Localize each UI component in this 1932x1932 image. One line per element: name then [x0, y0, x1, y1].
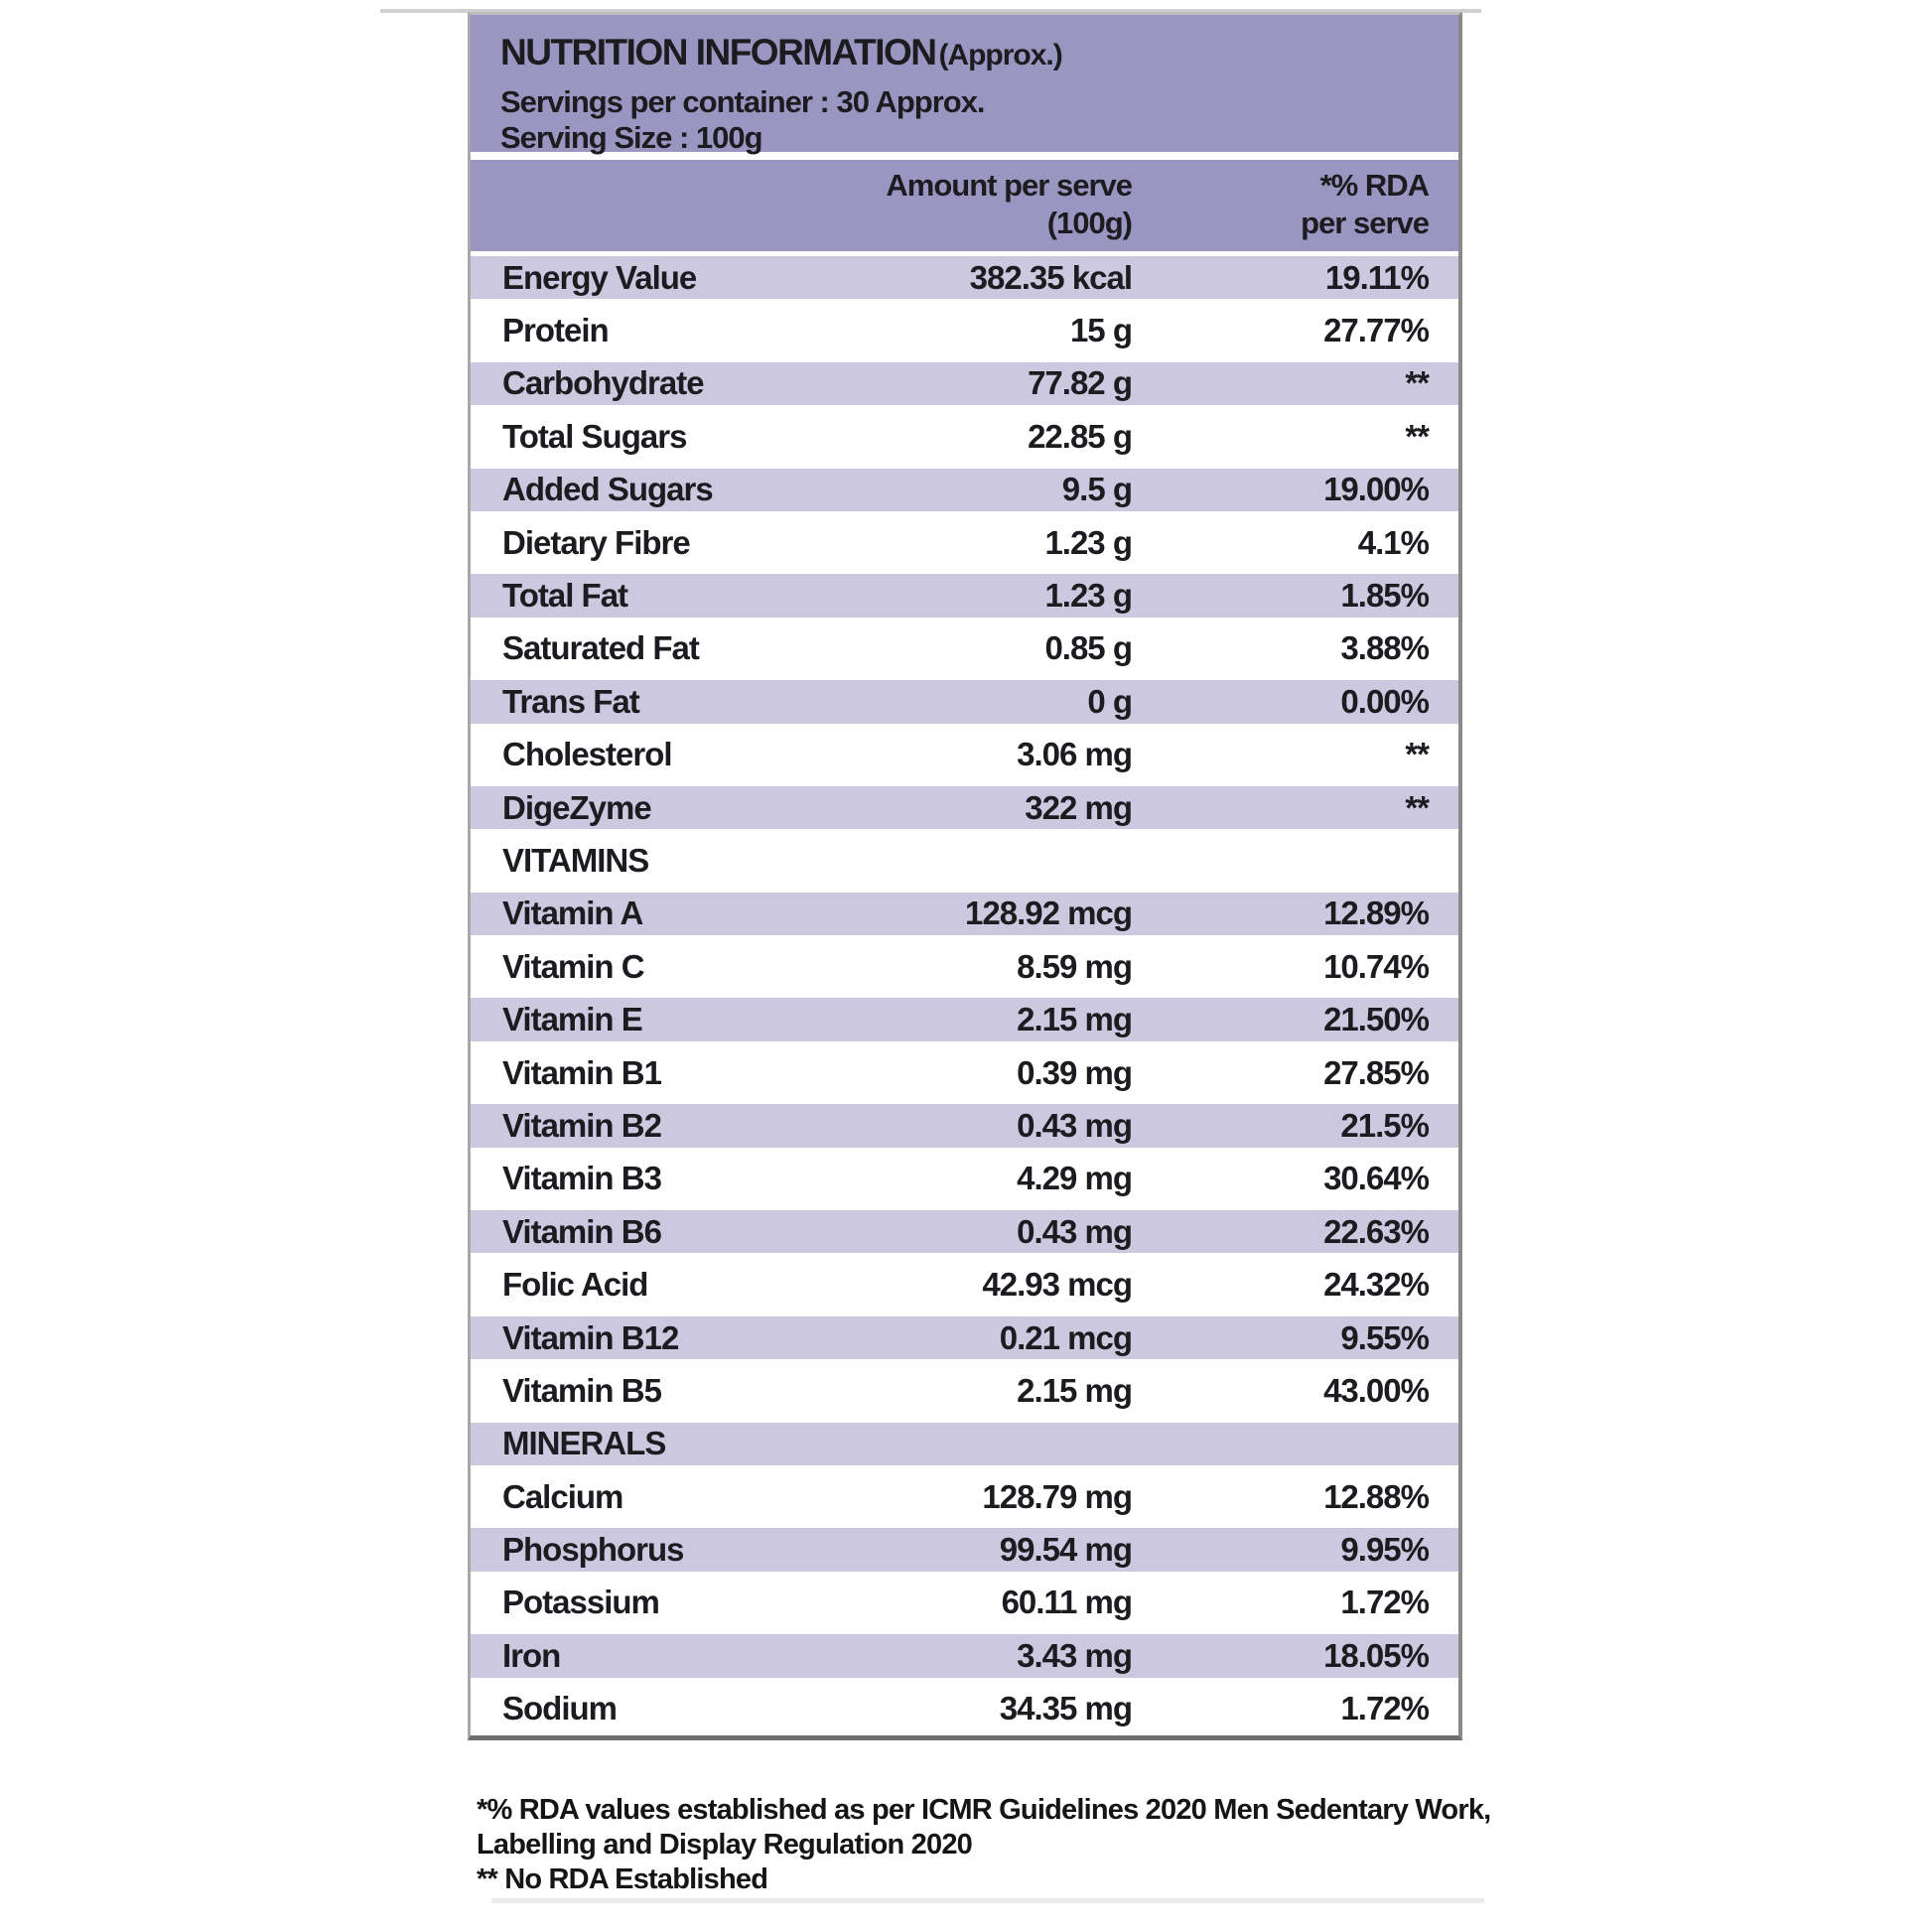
rda-header-line1: *% RDA: [1319, 168, 1429, 203]
nutrient-rda-percent: 4.1%: [1357, 523, 1429, 561]
table-row: [471, 1629, 1458, 1682]
nutrient-amount: 2.15 mg: [1017, 1371, 1132, 1409]
amount-header-line1: Amount per serve: [886, 168, 1132, 203]
nutrient-amount: 9.5 g: [1061, 471, 1132, 508]
nutrient-amount: 2.15 mg: [1017, 1001, 1132, 1038]
table-body: [471, 251, 1458, 1735]
nutrient-rda-percent: 3.88%: [1340, 629, 1429, 667]
table-row: [471, 516, 1458, 569]
table-row: [471, 1523, 1458, 1576]
nutrient-rda-percent: 21.50%: [1323, 1001, 1429, 1038]
nutrient-name: Energy Value: [502, 258, 697, 296]
title-line: [500, 29, 1458, 84]
nutrient-amount: 4.29 mg: [1017, 1160, 1132, 1197]
nutrient-amount: 322 mg: [1025, 788, 1132, 826]
table-row: [471, 1153, 1458, 1205]
table-row: [471, 1046, 1458, 1099]
nutrient-rda-percent: 0.00%: [1340, 682, 1429, 720]
nutrient-rda-percent: 19.00%: [1323, 471, 1429, 508]
nutrient-name: Saturated Fat: [502, 629, 699, 667]
nutrient-name: Total Sugars: [502, 417, 687, 455]
nutrient-amount: 99.54 mg: [999, 1531, 1132, 1569]
table-row: [471, 888, 1458, 940]
nutrient-rda-percent: **: [1405, 364, 1429, 402]
nutrient-amount: 128.92 mcg: [965, 895, 1132, 932]
table-row: [471, 1205, 1458, 1258]
nutrient-amount: 42.93 mcg: [982, 1266, 1132, 1304]
nutrient-name: Trans Fat: [502, 682, 639, 720]
nutrient-rda-percent: 24.32%: [1323, 1266, 1429, 1304]
nutrient-rda-percent: **: [1405, 417, 1429, 455]
table-row: [471, 1099, 1458, 1152]
nutrient-amount: 15 g: [1069, 312, 1132, 349]
nutrient-amount: 3.06 mg: [1017, 736, 1132, 773]
nutrient-amount: 0.21 mcg: [999, 1318, 1132, 1356]
nutrient-amount: 128.79 mg: [982, 1477, 1132, 1515]
nutrient-rda-percent: 30.64%: [1323, 1160, 1429, 1197]
table-row: [471, 1311, 1458, 1364]
amount-header-line2: (100g): [1046, 206, 1132, 240]
table-row: [471, 1258, 1458, 1311]
nutrient-name: MINERALS: [502, 1425, 666, 1462]
nutrient-name: Vitamin B2: [502, 1106, 661, 1144]
table-row: [471, 357, 1458, 410]
nutrient-rda-percent: 43.00%: [1323, 1371, 1429, 1409]
column-header-nutrient: [471, 167, 768, 251]
nutrient-name: Vitamin A: [502, 895, 643, 932]
nutrient-amount: 1.23 g: [1044, 523, 1132, 561]
footnote-line: ** No RDA Established: [477, 1863, 768, 1895]
serving-size-line: Serving Size : 100g: [500, 120, 762, 155]
table-row: [471, 1470, 1458, 1523]
table-row: [471, 1683, 1458, 1735]
nutrient-rda-percent: 12.88%: [1323, 1477, 1429, 1515]
table-title-suffix: (Approx.): [938, 39, 1062, 71]
nutrient-amount: 34.35 mg: [999, 1690, 1132, 1727]
nutrient-name: VITAMINS: [502, 841, 649, 879]
nutrient-name: Total Fat: [502, 577, 628, 615]
table-row: [471, 834, 1458, 887]
nutrient-rda-percent: 19.11%: [1324, 258, 1429, 296]
nutrient-name: Potassium: [502, 1584, 659, 1621]
servings-per-container-line: Servings per container : 30 Approx.: [500, 84, 985, 119]
nutrient-name: Vitamin B6: [502, 1212, 661, 1250]
nutrient-name: Phosphorus: [502, 1531, 684, 1569]
table-row: [471, 622, 1458, 675]
nutrient-rda-percent: 21.5%: [1340, 1106, 1429, 1144]
nutrient-name: Added Sugars: [502, 471, 713, 508]
table-row: [471, 940, 1458, 993]
nutrient-name: Vitamin E: [502, 1001, 642, 1038]
nutrient-rda-percent: 18.05%: [1323, 1636, 1429, 1674]
column-header-rda: [1132, 167, 1458, 251]
footnotes: [477, 1793, 1490, 1897]
nutrient-name: Vitamin B5: [502, 1371, 661, 1409]
nutrient-name: Calcium: [502, 1477, 623, 1515]
nutrient-rda-percent: 10.74%: [1323, 947, 1429, 985]
nutrient-amount: 1.23 g: [1044, 577, 1132, 615]
nutrient-amount: 8.59 mg: [1017, 947, 1132, 985]
nutrient-rda-percent: 27.77%: [1323, 312, 1429, 349]
nutrition-table: [468, 12, 1462, 1740]
table-row: [471, 1364, 1458, 1417]
nutrient-rda-percent: 1.72%: [1340, 1690, 1429, 1727]
nutrient-rda-percent: **: [1405, 788, 1429, 826]
nutrient-rda-percent: 9.55%: [1340, 1318, 1429, 1356]
nutrient-rda-percent: 27.85%: [1323, 1053, 1429, 1091]
nutrient-rda-percent: 1.72%: [1340, 1584, 1429, 1621]
nutrient-amount: 0.43 mg: [1017, 1212, 1132, 1250]
nutrient-amount: 77.82 g: [1028, 364, 1132, 402]
nutrient-amount: 0.85 g: [1044, 629, 1132, 667]
table-row: [471, 251, 1458, 304]
nutrient-amount: 0.43 mg: [1017, 1106, 1132, 1144]
table-row: [471, 464, 1458, 516]
nutrient-name: Sodium: [502, 1690, 617, 1727]
nutrient-name: DigeZyme: [502, 788, 651, 826]
footnote-line: *% RDA values established as per ICMR Guidelines 2020 Men Sedentary Work,: [477, 1794, 1491, 1826]
nutrient-name: Vitamin B12: [502, 1318, 679, 1356]
nutrient-amount: 0 g: [1087, 682, 1132, 720]
nutrient-name: Folic Acid: [502, 1266, 648, 1304]
nutrient-name: Cholesterol: [502, 736, 672, 773]
nutrient-name: Carbohydrate: [502, 364, 704, 402]
nutrient-name: Iron: [502, 1636, 561, 1674]
nutrient-rda-percent: **: [1405, 736, 1429, 773]
table-row: [471, 569, 1458, 621]
nutrient-name: Protein: [502, 312, 609, 349]
nutrient-amount: 382.35 kcal: [969, 258, 1132, 296]
nutrient-rda-percent: 1.85%: [1340, 577, 1429, 615]
nutrient-amount: 22.85 g: [1028, 417, 1132, 455]
table-row: [471, 304, 1458, 356]
photo-edge-artifact-bottom: [491, 1898, 1484, 1903]
nutrient-name: Vitamin C: [502, 947, 644, 985]
nutrient-amount: 60.11 mg: [1001, 1584, 1132, 1621]
rda-header-line2: per serve: [1301, 206, 1429, 240]
table-row: [471, 993, 1458, 1045]
column-header-row: [471, 160, 1458, 251]
table-row: [471, 781, 1458, 834]
nutrient-rda-percent: 22.63%: [1323, 1212, 1429, 1250]
table-row: [471, 675, 1458, 728]
table-row: [471, 729, 1458, 781]
column-header-amount: [768, 167, 1132, 251]
table-title: NUTRITION INFORMATION: [500, 32, 936, 72]
nutrient-amount: 0.39 mg: [1017, 1053, 1132, 1091]
nutrient-name: Vitamin B3: [502, 1160, 661, 1197]
table-title-block: [471, 15, 1458, 155]
table-row: [471, 1418, 1458, 1470]
table-row: [471, 410, 1458, 463]
nutrient-rda-percent: 9.95%: [1340, 1531, 1429, 1569]
footnote-line: Labelling and Display Regulation 2020: [477, 1829, 972, 1861]
nutrient-name: Dietary Fibre: [502, 523, 690, 561]
nutrient-rda-percent: 12.89%: [1323, 895, 1429, 932]
nutrient-name: Vitamin B1: [502, 1053, 661, 1091]
nutrient-amount: 3.43 mg: [1017, 1636, 1132, 1674]
table-row: [471, 1577, 1458, 1629]
